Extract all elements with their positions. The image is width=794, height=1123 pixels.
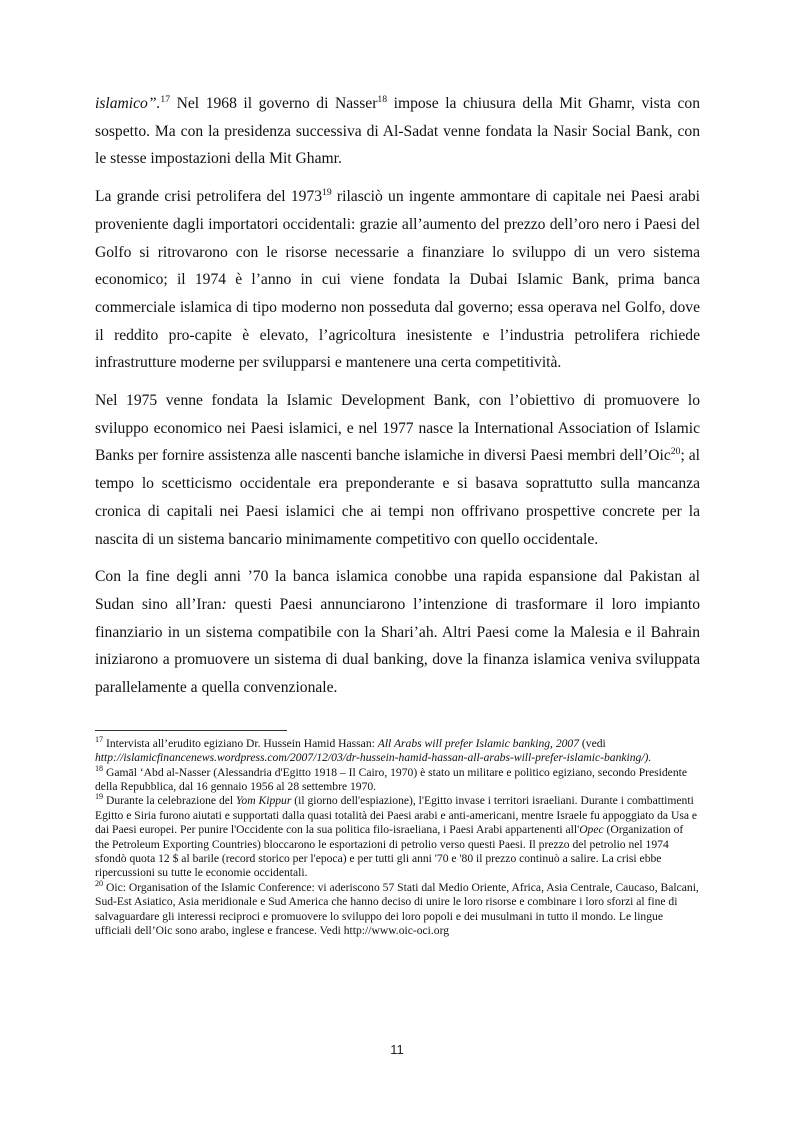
paragraph-islamic-development-bank	[95, 387, 700, 553]
paragraph-text: Con la fine degli anni ’70 la banca islamica conobbe una rapida espansione dal Pakistan al Sudan sino all’Iran	[95, 568, 700, 613]
footnote-text: Intervista all’erudito egiziano Dr. Hussein Hamid Hassan:	[103, 736, 378, 750]
paragraph-text: ; al tempo lo scetticismo occidentale era preponderante e si basava soprattutto sulla mancanza cronica di capitali nei Paesi islamici che ai tempi non offrivano prospettive concrete per la nascita di un sistema bancario minimamente competitivo con quello occidentale.	[95, 447, 700, 548]
paragraph-text: La grande crisi petrolifera del 1973	[95, 188, 323, 206]
footnote-text: Gamāl ‘Abd al-Nasser (Alessandria d'Egitto 1918 – Il Cairo, 1970) è stato un militare e politico egiziano, secondo Presidente della Repubblica, dal 16 gennaio 1956 al 28 settembre 1970.	[95, 765, 687, 793]
italic-colon: :	[221, 595, 227, 613]
page-number: 11	[390, 1042, 404, 1057]
footnote-link[interactable]: http://islamicfinancenews.wordpress.com/2007/12/03/dr-hussein-hamid-hassan-all-arabs-will-prefer-islamic-banking/).	[95, 751, 652, 765]
opec-term: Opec	[579, 823, 604, 837]
paragraph-text: Nel 1975 venne fondata la Islamic Development Bank, con l’obiettivo di promuovere lo sviluppo economico nei Paesi islamici, e nel 1977 nasce la International Association of Islamic Banks per fornire assistenza alle nascenti banche islamiche in diversi Paesi membri dell’Oic	[95, 392, 700, 465]
paragraph-expansion	[95, 563, 700, 702]
footnote-ref-20[interactable]: 20	[670, 446, 681, 458]
footnote-number: 20	[95, 878, 104, 888]
footnote-17	[95, 734, 700, 766]
footnote-ref-19[interactable]: 19	[322, 186, 332, 198]
footnote-ref-17[interactable]: 17	[160, 93, 171, 105]
footnote-ref-18[interactable]: 18	[377, 93, 388, 105]
paragraph-nasser	[95, 90, 700, 173]
paragraph-text: questi Paesi annunciarono l’intenzione di trasformare il loro impianto finanziario in un sistema compatibile con la Shari’ah. Altri Paesi come la Malesia e il Bahrain iniziarono a promuovere un sistema di dual banking, dove la finanza islamica veniva sviluppata parallelamente a quella convenzionale.	[95, 595, 700, 697]
footnote-number: 17	[95, 734, 104, 744]
footnote-text: (Organization of the Petroleum Exporting Countries) bloccarono le esportazioni di petrolio verso questi Paesi. Il prezzo del petrolio nel 1974 sfondò quota 12 $ al barile (record storico per l'epoca) e per tutti gli anni '70 e '80 il prezzo continuò a salire. La crisi ebbe ripercussioni su tutte le economie occidentali.	[95, 823, 684, 880]
footnote-text: Oic: Organisation of the Islamic Conference: vi aderiscono 57 Stati dal Medio Oriente, Africa, Asia Centrale, Caucaso, Balcani, Sud-Est Asiatico, Asia meridionale e Sud America che hanno deciso di unire le loro risorse e combinare i loro sforzi al fine di salvaguardare gli interessi reciproci e promuovere lo sviluppo dei loro popoli e dei musulmani in tutto il mondo. Le lingue ufficiali dell’Oic sono arabo, inglese e francese. Vedi http://www.oic-oci.org	[95, 880, 699, 938]
italic-quote-end: islamico”.	[95, 95, 161, 112]
interview-title: All Arabs will prefer Islamic banking, 2007	[377, 736, 580, 750]
footnote-separator	[95, 730, 287, 731]
paragraph-oil-crisis	[95, 183, 700, 377]
footnote-number: 19	[95, 792, 104, 802]
footnote-text: Durante la celebrazione del	[103, 794, 237, 808]
footnote-text: (il giorno dell'espiazione), l'Egitto invase i territori israeliani. Durante i combattimenti Egitto e Siria furono aiutati e supportati dalla quasi totalità dei Paesi arabi e anti-americani, mentre Israele fu appoggiato da Usa e dai Paesi europei. Per punire l'Occidente con la sua politica filo-israeliana, i Paesi Arabi appartenenti all'	[95, 794, 698, 837]
footnote-18	[95, 763, 700, 795]
document-page	[95, 90, 700, 938]
paragraph-text: rilasciò un ingente ammontare di capitale nei Paesi arabi proveniente dagli importatori occidentali: grazie all’aumento del prezzo dell’oro nero i Paesi del Golfo si ritrovarono con le risorse necessarie a finanziare lo sviluppo di un vero sistema economico; il 1974 è l’anno in cui viene fondata la Dubai Islamic Bank, prima banca commerciale islamica di tipo moderno non posseduta dal governo; essa operava nel Golfo, dove il reddito pro-capite è elevato, l’agricoltura inesistente e l’industria petrolifera richiede infrastrutture moderne per svilupparsi e mantenere una certa competitività.	[95, 188, 700, 372]
footnote-19	[95, 794, 700, 880]
footnote-20	[95, 878, 700, 939]
paragraph-text: Nel 1968 il governo di Nasser	[170, 95, 378, 112]
footnote-number: 18	[95, 763, 104, 773]
paragraph-text: impose la chiusura della Mit Ghamr, vista con sospetto. Ma con la presidenza successiva di Al-Sadat venne fondata la Nasir Social Bank, con le stesse impostazioni della Mit Ghamr.	[95, 95, 700, 168]
yom-kippur-term: Yom Kippur	[236, 794, 292, 808]
footnote-text: (vedi	[579, 736, 606, 750]
